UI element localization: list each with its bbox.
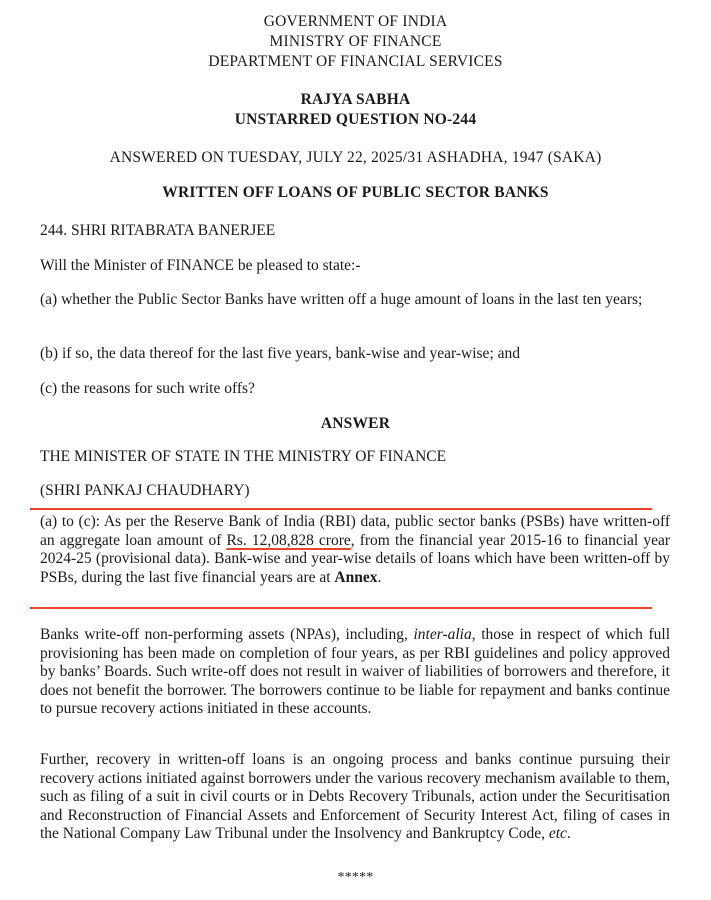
question-a: (a) whether the Public Sector Banks have written off a huge amount of loans in the last ten years; — [40, 291, 643, 308]
member-name: 244. SHRI RITABRATA BANERJEE — [40, 222, 276, 239]
writeoff-amount: Rs. 12,08,828 crore — [226, 531, 351, 549]
question-b: (b) if so, the data thereof for the last five years, bank-wise and year-wise; and — [40, 345, 521, 362]
para3-text-part2: . — [566, 825, 571, 842]
answer-text-part2: , from the financial year 2015-16 to financial year 2024-25 (provisional data). Bank-wise and year-wise details of loans which have been written-off by PSBs, during the last five financial years are at — [40, 531, 670, 586]
paragraph-recovery — [40, 751, 670, 844]
paragraph-writeoff-policy — [40, 626, 670, 719]
minister-title: THE MINISTER OF STATE IN THE MINISTRY OF FINANCE — [40, 448, 447, 465]
house-name: RAJYA SABHA — [300, 91, 411, 108]
question-subject: WRITTEN OFF LOANS OF PUBLIC SECTOR BANKS — [162, 184, 549, 201]
para2-text-part2: , those in respect of which full provisioning has been made on completion of four years, as per RBI guidelines and policy approved by banks’ Boards. Such write-off does not result in waiver of liabilities of borrowers and therefore, it does not benefit the borrower. The borrowers continue to be liable for repayment and banks continue to pursue recovery actions initiated in these accounts. — [40, 626, 671, 717]
header-government: GOVERNMENT OF INDIA — [263, 13, 448, 30]
header-ministry: MINISTRY OF FINANCE — [269, 33, 442, 50]
highlight-top-line — [30, 508, 652, 510]
answer-heading: ANSWER — [320, 415, 391, 432]
answer-text-part1: (a) to (c): As per the Reserve Bank of India (RBI) data, public sector banks (PSBs) have written-off an aggregate loan amount of — [40, 513, 670, 549]
end-mark: ***** — [337, 870, 374, 885]
answer-text-part3: . — [377, 568, 382, 586]
minister-name: (SHRI PANKAJ CHAUDHARY) — [40, 482, 250, 499]
highlight-bottom-line — [30, 607, 652, 609]
question-c: (c) the reasons for such write offs? — [40, 380, 255, 397]
para2-italic: inter-alia — [413, 626, 472, 643]
answer-paragraph — [40, 513, 670, 587]
header-department: DEPARTMENT OF FINANCIAL SERVICES — [208, 53, 503, 70]
question-intro: Will the Minister of FINANCE be pleased to state:- — [40, 257, 361, 274]
para3-text-part1: Further, recovery in written-off loans is an ongoing process and banks continue pursuing their recovery actions initiated against borrowers under the various recovery mechanism available to them, such as filing of a suit in civil courts or in Debts Recovery Tribunals, action under the Securitisation and Reconstruction of Financial Assets and Enforcement of Security Interest Act, filing of cases in the National Company Law Tribunal under the Insolvency and Bankruptcy Code, — [40, 751, 670, 842]
annex-reference: Annex — [334, 568, 378, 586]
question-number: UNSTARRED QUESTION NO-244 — [234, 111, 477, 128]
para2-text-part1: Banks write-off non-performing assets (NPAs), including, — [40, 626, 414, 643]
answered-date: ANSWERED ON TUESDAY, JULY 22, 2025/31 ASHADHA, 1947 (SAKA) — [109, 149, 602, 166]
para3-italic: etc — [548, 825, 567, 842]
